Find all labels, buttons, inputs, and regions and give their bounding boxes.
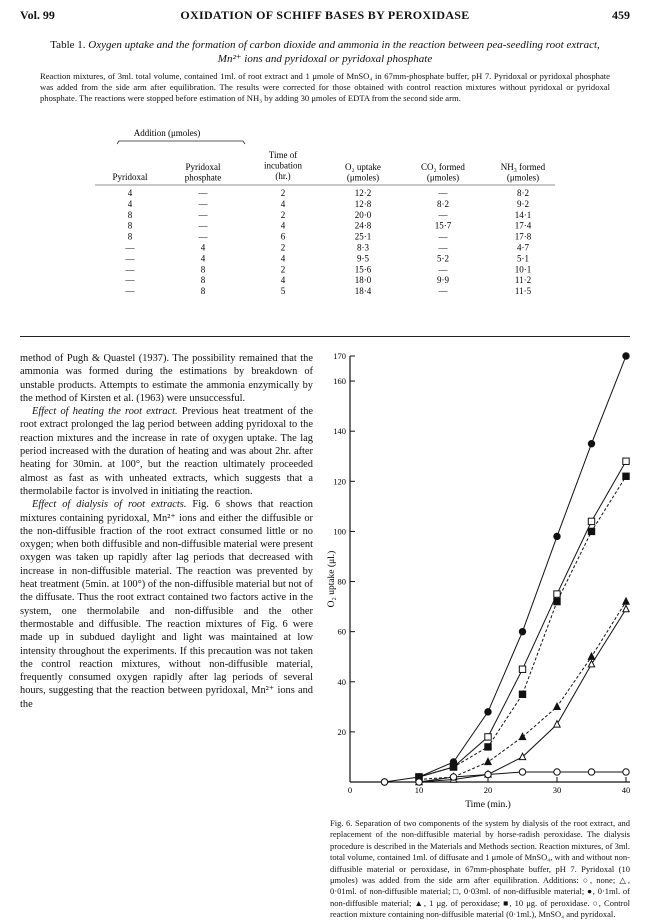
open-triangle-point [623,605,629,611]
filled-square-point [623,473,629,479]
paragraph-2-heading: Effect of heating the root extract. [32,406,178,418]
table-cell: 8 [127,220,133,231]
filled-square-point [588,528,594,534]
table-cell: 12·8 [354,198,372,209]
table-cell: — [438,231,448,242]
table-note [40,71,610,105]
section-divider [20,336,630,337]
table-cell: — [125,242,135,253]
table-cell: 8 [200,286,206,297]
x-tick-label: 30 [552,785,562,795]
open-circle-point [519,769,525,775]
table-cell: — [438,286,448,297]
volume-label: Vol. 99 [20,8,55,22]
table-cell: 4 [200,242,206,253]
open-circle-point [485,771,491,777]
open-circle-point [381,779,387,785]
table-cell: 5·1 [517,253,529,264]
open-triangle-point [554,721,560,727]
x-tick-label: 20 [483,785,493,795]
table-cell: 4 [127,198,133,209]
y-axis-label: O₂ uptake (μl.) [327,550,337,608]
table-cell: 17·4 [514,220,532,231]
table-cell: 12·2 [354,188,372,198]
table-cell: 18·4 [354,286,372,297]
filled-circle-point [519,628,525,634]
table-cell: 5 [280,286,286,297]
filled-square-point [554,598,560,604]
open-square-point [554,591,560,597]
table-body-svg [95,128,555,328]
y-tick-label: 120 [333,476,346,487]
open-circle-point [416,779,422,785]
table-cell: 15·6 [354,264,372,275]
table-cell: 4 [200,253,206,264]
y-tick-label: 80 [337,576,346,587]
table-cell: 2 [280,209,286,220]
filled-triangle-point [623,598,629,604]
filled-triangle-point [485,758,491,764]
table-cell: 18·0 [354,275,372,286]
filled-square-point [519,691,525,697]
filled-circle-point [554,533,560,539]
paragraph-3-heading: Effect of dialysis of root extracts. [32,499,187,511]
y-tick-label: 140 [333,426,346,437]
filled-triangle-point [588,653,594,659]
column-header-0: Pyridoxal [112,172,148,182]
table-cell: 14·1 [514,209,532,220]
addition-bracket [117,141,245,144]
table-cell: — [438,242,448,253]
column-header-5: NH₃ formed [500,162,546,172]
x-tick-label: 10 [414,785,424,795]
table-cell: 11·2 [514,275,532,286]
table-cell: 6 [280,231,286,242]
series-line-open-square [419,461,626,777]
x-axis-label: Time (min.) [465,800,511,810]
table-cell: — [198,231,208,242]
table-cell: 8·3 [357,242,369,253]
table-cell: — [125,264,135,275]
addition-group-header: Addition (μmoles) [133,128,201,138]
table-label: Table 1. [50,39,86,51]
table-cell: 9·2 [517,198,529,209]
filled-triangle-point [554,703,560,709]
table-cell: — [198,220,208,231]
table-caption [40,38,610,66]
table-cell: 11·5 [514,286,532,297]
table-cell: — [198,209,208,220]
figure-caption-text: Fig. 6. Separation of two components of the system by dialysis of the root extract, and replacement of the non-diffusible material by horse-radish peroxidase. The dialysis procedure is described in the Materials and Methods section. Reaction mixtures, of 3ml. total volume, contained 1ml. of diffusate and 1 μmole of MnSO₄, with and without non-diffusible material or peroxidase, in 67mm-phosphate buffer, pH 7. Pyridoxal (10 μmoles) was added from the side arm after equilibration. Additions: ○, none; △, 0·01ml. of non-diffusible material; □, 0·03ml. of non-diffusible material; ●, 0·1ml. of non-diffusible material; ▲, 1 μg. of peroxidase; ■, 10 μg. of peroxidase. ○, Control reaction mixture containing non-diffusible material (0·1ml.), MnSO₄ and pyridoxal. [330,818,630,920]
filled-circle-point [485,709,491,715]
open-circle-point [554,769,560,775]
series-line-filled-circle [385,356,627,782]
table-cell: — [125,286,135,297]
running-title: OXIDATION OF SCHIFF BASES BY PEROXIDASE [180,8,470,22]
column-header-1: phosphate [184,172,222,183]
y-tick-label: 160 [333,376,346,387]
open-square-point [588,518,594,524]
filled-square-point [485,744,491,750]
table-cell: — [125,275,135,286]
x-tick-label: 40 [621,785,631,795]
table-cell: 8·2 [437,198,449,209]
column-header-2: Time of [268,150,298,160]
table-cell: 10·1 [514,264,532,275]
running-header [20,8,630,24]
column-header-3: O₂ uptake [345,162,381,172]
table-cell: — [198,188,208,198]
table-cell: 4·7 [517,242,529,253]
column-header-4: CO₂ formed [421,162,465,172]
table-cell: 8 [127,231,133,242]
x-tick-label: 0 [347,785,353,795]
y-tick-label: 60 [337,626,346,637]
column-header-1: Pyridoxal [185,162,221,172]
filled-square-point [450,764,456,770]
y-tick-label: 170 [333,351,346,361]
table-note-text: Reaction mixtures, of 3ml. total volume, contained 1ml. of root extract and 1 μmole of MnSO₄ in 67mm-phosphate buffer, pH 7. Pyridoxal or pyridoxal phosphate was added from the side arm after equilibration. The results were corrected for those obtained with control reaction mixtures without pyridoxal or pyridoxal phosphate. The reactions were stopped before estimation of NH₃ by adding 30 μmoles of EDTA from the second side arm. [40,71,610,104]
table-cell: 9·9 [437,275,449,286]
table-cell: 15·7 [434,220,452,231]
figure-caption [330,818,630,921]
table-cell: 2 [280,264,286,275]
table-cell: 8 [200,275,206,286]
column-header-4: (μmoles) [426,172,460,183]
column-header-2: incubation [264,160,302,171]
paragraph-3-text: Fig. 6 shows that reaction mixtures containing pyridoxal, Mn²⁺ ions and either the diffusible or the non-diffusible fraction of the root extract consumed little or no oxygen; when both diffusible and non-diffusible material were present oxygen was taken up rapidly after lag periods that decreased with increase in non-diffusible material. The reaction was prevented by heat treatment (5min. at 100°) of the non-diffusible material but not of the diffusate. Thus the root extract contained two factors active in the system, one thermolabile and non-diffusible and the other thermostable and diffusible. The reaction mixtures of Fig. 6 were made up in subdued daylight and light was maintained at low intensity throughout the experiments. If this precaution was not taken the control reaction mixtures, without non-diffusible material, frequently consumed oxygen rapidly after lag periods of several hours, suggesting that the reaction between pyridoxal, Mn²⁺ ions and the [20,499,314,710]
column-header-3: (μmoles) [346,172,380,183]
table-cell: — [125,253,135,264]
paragraph-3 [20,498,313,711]
table-cell: 25·1 [354,231,372,242]
table-cell: 24·8 [354,220,372,231]
open-square-point [485,734,491,740]
table-cell: — [198,198,208,209]
filled-triangle-point [519,733,525,739]
table-cell: 5·2 [437,253,449,264]
table-cell: 4 [280,275,286,286]
y-tick-label: 100 [333,526,346,537]
column-header-2: (hr.) [275,171,291,181]
table-cell: 20·0 [354,209,372,220]
open-circle-point [450,774,456,780]
table-cell: 8 [200,264,206,275]
paragraph-2-text: Previous heat treatment of the root extract prolonged the lag period between adding pyridoxal to the reaction mixtures and the increase in rate of oxygen uptake. The lag period increased with the duration of heating and was about 2hr. after heating for 30min. at 100°, but the reaction ultimately proceeded almost as fast as with unheated extracts, which suggests that a thermolabile factor is involved in initiating the reaction. [20,406,314,497]
table-cell: — [438,209,448,220]
y-tick-label: 20 [337,726,346,737]
table-cell: 4 [280,253,286,264]
column-header-5: (μmoles) [506,172,540,183]
page-number: 459 [612,8,630,22]
y-tick-label: 40 [337,676,346,687]
table-cell: 8·2 [517,188,529,198]
open-circle-point [623,769,629,775]
body-column [20,352,313,711]
paragraph-1: method of Pugh & Quastel (1937). The possibility remained that the ammonia was formed during the estimations by breakdown of unstable products. Attempts to estimate the ammonia enzymically by the method of Kirsten et al. (1963) were unsuccessful. [20,353,313,404]
table-cell: 9·5 [357,253,369,264]
table-cell: — [438,188,448,198]
open-square-point [519,666,525,672]
filled-circle-point [588,441,594,447]
filled-circle-point [623,353,629,359]
paragraph-2 [20,405,313,498]
table-caption-text: Oxygen uptake and the formation of carbon dioxide and ammonia in the reaction between pea-seedling root extract, Mn²⁺ ions and pyridoxal or pyridoxal phosphate [88,39,600,65]
open-square-point [623,458,629,464]
table-cell: — [438,264,448,275]
open-circle-point [588,769,594,775]
table-cell: 2 [280,242,286,253]
table-cell: 4 [280,198,286,209]
table-cell: 4 [127,188,133,198]
table-cell: 2 [280,188,286,198]
table-cell: 17·8 [514,231,532,242]
table-cell: 8 [127,209,133,220]
table-cell: 4 [280,220,286,231]
figure-6-chart [322,348,637,810]
